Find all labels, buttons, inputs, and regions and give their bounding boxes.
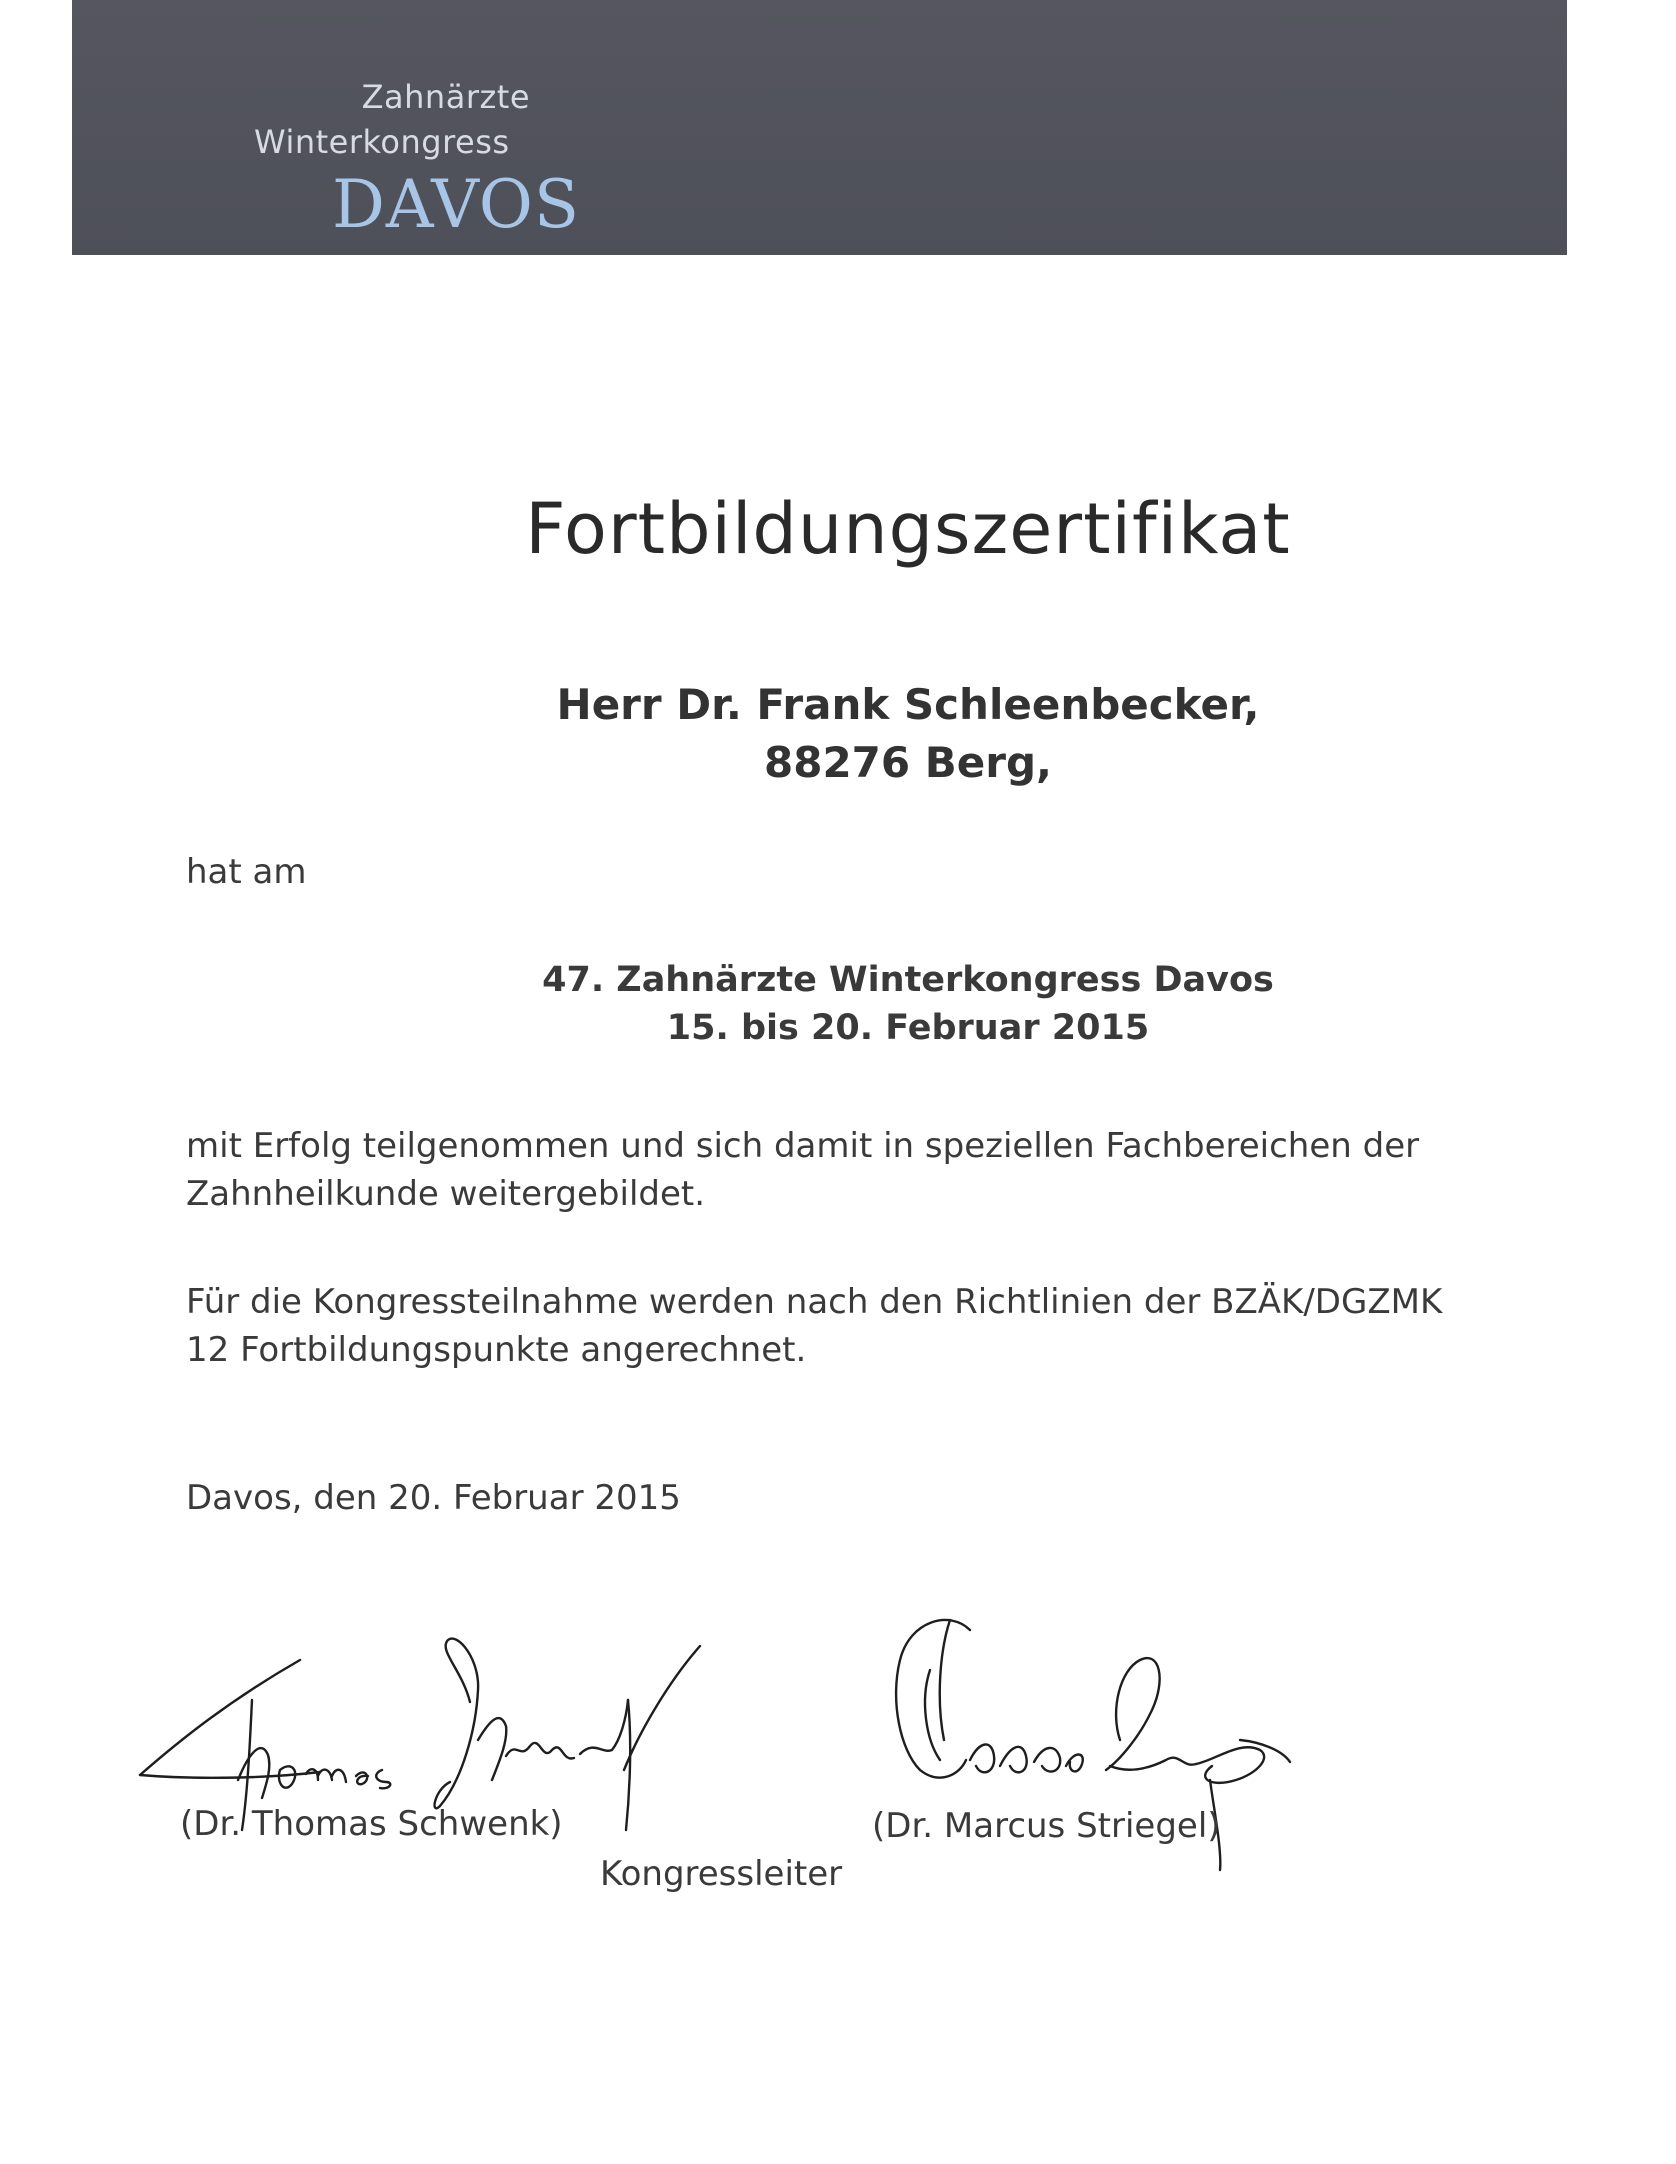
- signature-area: [0, 1590, 1676, 1920]
- certificate-title: Fortbildungszertifikat: [525, 488, 1291, 570]
- logo-line-davos: DAVOS: [332, 166, 581, 243]
- points-line-1: Für die Kongressteilnahme werden nach den Richtlinien der BZÄK/DGZMK: [186, 1282, 1443, 1322]
- points-line-2: 12 Fortbildungspunkte angerechnet.: [186, 1330, 807, 1370]
- event-block: [0, 956, 1676, 1052]
- participation-line-1: mit Erfolg teilgenommen und sich damit in speziellen Fachbereichen der: [186, 1126, 1420, 1166]
- signer-name-right: (Dr. Marcus Striegel): [872, 1806, 1221, 1846]
- logo-line-winterkongress: Winterkongress: [254, 123, 510, 161]
- recipient-name: Herr Dr. Frank Schleenbecker,: [556, 680, 1260, 729]
- header-band: [72, 0, 1567, 255]
- logo-line-zahnaerzte: Zahnärzte: [361, 78, 530, 116]
- participation-paragraph: [186, 1122, 1486, 1218]
- place-date: Davos, den 20. Februar 2015: [186, 1478, 681, 1518]
- signer-role: Kongressleiter: [600, 1854, 843, 1894]
- recipient-block: [0, 676, 1676, 792]
- signer-name-left: (Dr. Thomas Schwenk): [180, 1804, 563, 1844]
- intro-text: hat am: [186, 852, 307, 892]
- event-dates: 15. bis 20. Februar 2015: [666, 1008, 1150, 1048]
- signature-schwenk: [140, 1639, 700, 1830]
- recipient-location: 88276 Berg,: [764, 738, 1052, 787]
- event-name: 47. Zahnärzte Winterkongress Davos: [542, 960, 1274, 1000]
- congress-logo: [254, 78, 592, 243]
- points-paragraph: [186, 1278, 1486, 1374]
- participation-line-2: Zahnheilkunde weitergebildet.: [186, 1174, 706, 1214]
